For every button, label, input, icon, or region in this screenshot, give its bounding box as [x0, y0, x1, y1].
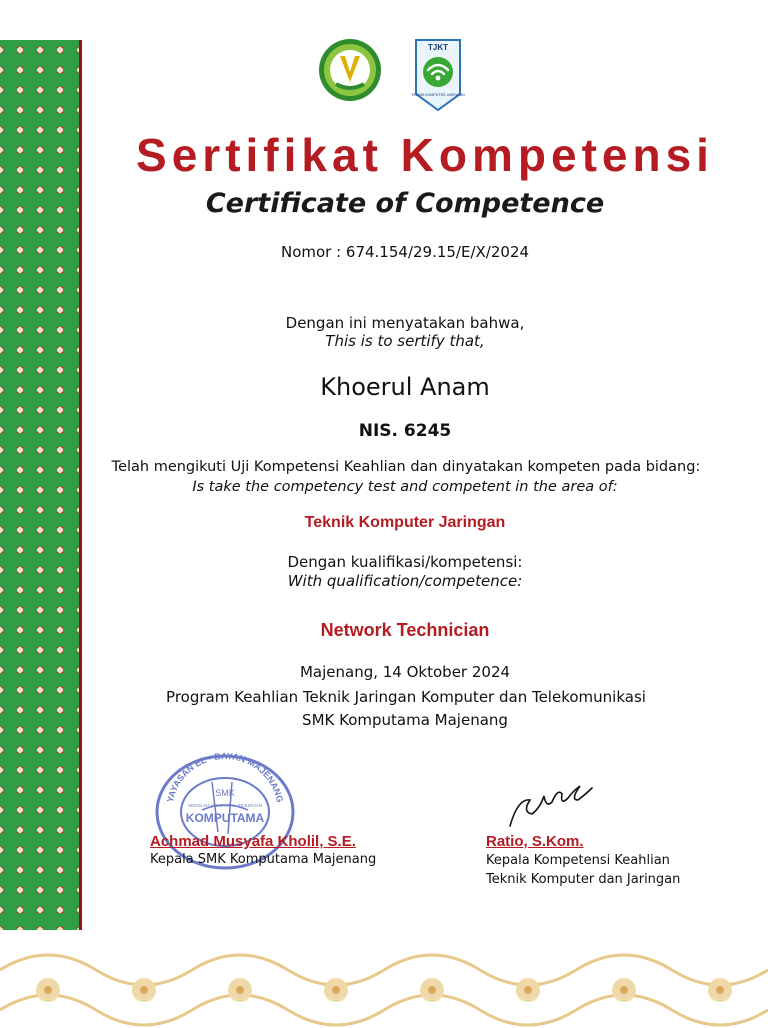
certificate-title: Sertifikat Kompetensi: [136, 129, 714, 181]
handwritten-signature: [500, 778, 600, 828]
school-name: SMK Komputama Majenang: [302, 711, 508, 729]
yayasan-emblem-icon: [318, 38, 382, 102]
competence-title: Network Technician: [320, 620, 490, 640]
ornament-border-bottom: [0, 930, 768, 1024]
ornament-pattern: [0, 930, 768, 1024]
tjkt-label: TJKT: [428, 43, 448, 52]
batik-border-left: [0, 40, 82, 934]
qualification-en: With qualification/competence:: [287, 572, 523, 590]
recipient-name: Khoerul Anam: [320, 373, 490, 401]
statement-en: Is take the competency test and competent in the area of:: [192, 479, 618, 495]
signatory-left: [150, 833, 376, 867]
certificate-subtitle: Certificate of Competence: [205, 188, 605, 219]
tjkt-caption: TEKNIK KOMPUTER JARINGAN: [411, 93, 465, 97]
place-date: Majenang, 14 Oktober 2024: [299, 663, 511, 681]
signatory-right-role-2: Teknik Komputer dan Jaringan: [486, 872, 681, 887]
recipient-nis: NIS. 6245: [358, 421, 452, 441]
signatory-right-role-1: Kepala Kompetensi Keahlian: [486, 853, 670, 868]
header-logos: [0, 38, 768, 114]
signatory-right: [486, 833, 680, 888]
declaration-id: Dengan ini menyatakan bahwa,: [285, 314, 525, 332]
certificate-number: Nomor : 674.154/29.15/E/X/2024: [280, 243, 530, 261]
stamp-center-top: SMK: [215, 788, 235, 798]
qualification-id: Dengan kualifikasi/kompetensi:: [287, 553, 523, 571]
signatory-right-name: Ratio, S.Kom.: [486, 833, 584, 850]
competency-field: Teknik Komputer Jaringan: [304, 514, 506, 531]
stamp-center-small: SEKOLAH MENENGAH KEJURUAN: [187, 803, 263, 808]
stamp-ring-text: YAYASAN EL - BAYAN MAJENANG: [164, 752, 286, 804]
declaration-en: This is to sertify that,: [325, 332, 485, 350]
signatory-left-role: Kepala SMK Komputama Majenang: [150, 852, 377, 867]
stamp-center-main: KOMPUTAMA: [185, 811, 265, 825]
tjkt-logo: [411, 38, 465, 112]
program-name: Program Keahlian Teknik Jaringan Komputer dan Telekomunikasi: [166, 688, 646, 706]
signatory-left-name: Achmad Musyafa Kholil, S.E.: [150, 833, 356, 850]
statement-id: Telah mengikuti Uji Kompetensi Keahlian dan dinyatakan kompeten pada bidang:: [111, 459, 701, 475]
